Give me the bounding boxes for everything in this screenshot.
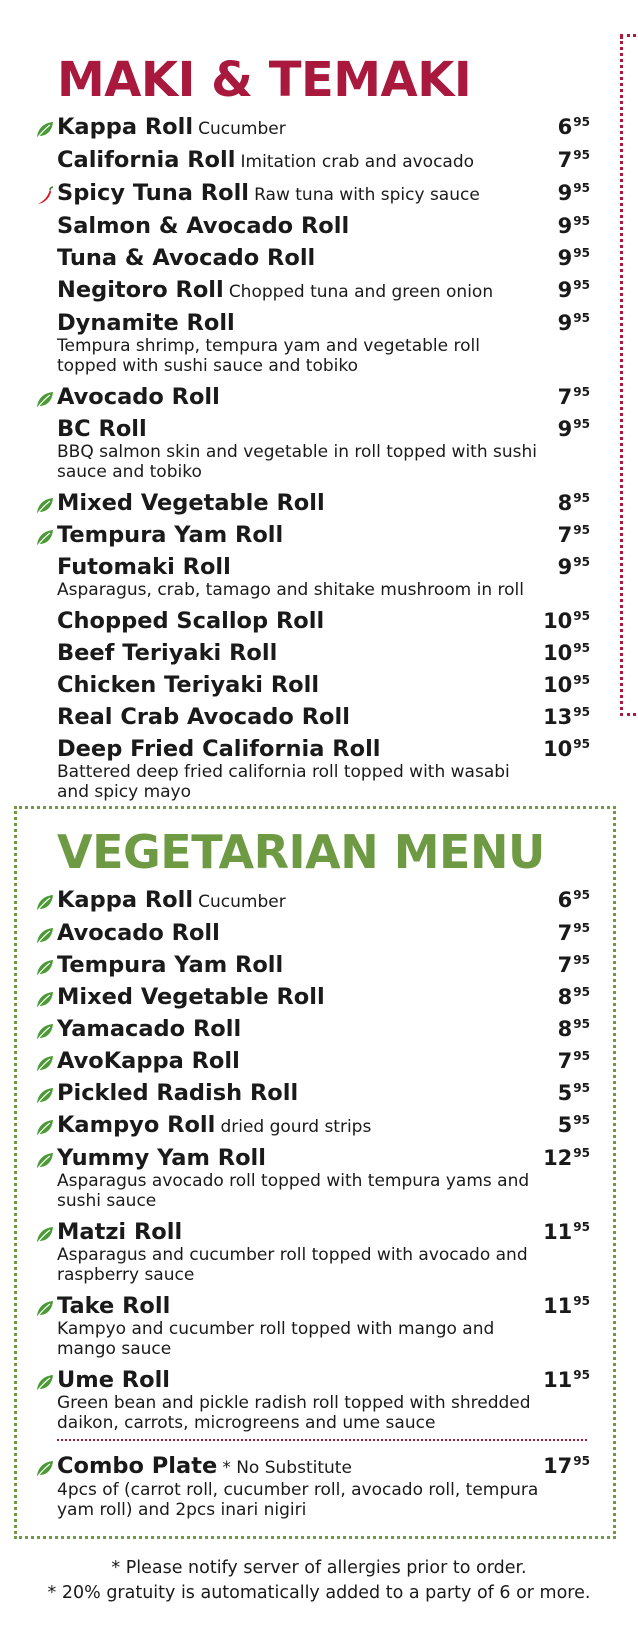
item-price: [558, 523, 590, 547]
item-price: [558, 214, 590, 238]
item-price: [543, 641, 590, 665]
price-cents: 95: [573, 737, 590, 751]
item-name: Dynamite Roll: [57, 310, 235, 336]
price-cents: 95: [573, 311, 590, 325]
maki-border-right: [620, 36, 623, 716]
item-price: [558, 953, 590, 977]
price-dollars: 10: [543, 609, 573, 633]
item-description: Asparagus and cucumber roll topped with avocado and raspberry sauce: [57, 1245, 528, 1285]
menu-item: [30, 1217, 590, 1285]
price-cents: 95: [573, 921, 590, 935]
menu-item: [30, 1078, 590, 1110]
item-price: [543, 737, 590, 761]
menu-item: [30, 552, 590, 600]
item-name: Avocado Roll: [57, 384, 220, 410]
item-name: Deep Fried California Roll: [57, 736, 381, 762]
item-name: Tempura Yam Roll: [57, 522, 284, 548]
item-price: [558, 181, 590, 205]
item-description: Asparagus avocado roll topped with tempura yams and sushi sauce: [57, 1171, 530, 1211]
allergy-note: * Please notify server of allergies prior to order.: [111, 1558, 527, 1578]
price-cents: 95: [573, 491, 590, 505]
menu-item: [30, 638, 590, 670]
menu-item: [30, 112, 590, 145]
item-name-line: [57, 1046, 540, 1078]
item-name: Ume Roll: [57, 1367, 171, 1393]
leaf-icon: [35, 990, 55, 1010]
menu-item: [30, 1291, 590, 1359]
menu-item: [30, 702, 590, 734]
menu-item: [30, 606, 590, 638]
item-description: BBQ salmon skin and vegetable in roll topped with sushi sauce and tobiko: [57, 442, 537, 482]
item-name-line: [57, 982, 540, 1014]
item-name: Salmon & Avocado Roll: [57, 213, 350, 239]
price-dollars: 9: [557, 278, 573, 302]
item-name-line: [57, 275, 540, 308]
price-cents: 95: [573, 181, 590, 195]
price-dollars: 11: [543, 1368, 573, 1392]
item-price: [558, 1049, 590, 1073]
price-cents: 95: [573, 1081, 590, 1095]
item-name: Yamacado Roll: [57, 1016, 242, 1042]
item-name: Avocado Roll: [57, 920, 220, 946]
item-name: AvoKappa Roll: [57, 1048, 240, 1074]
price-dollars: 7: [557, 953, 573, 977]
price-dollars: 5: [557, 1113, 573, 1137]
item-name-line: [57, 243, 540, 275]
item-price: [558, 491, 590, 515]
menu-item: [30, 488, 590, 520]
leaf-icon: [35, 893, 55, 913]
item-name: Spicy Tuna Roll: [57, 180, 249, 206]
leaf-icon: [35, 1373, 55, 1393]
item-name-line: [57, 145, 540, 178]
item-name-line: [57, 885, 540, 918]
item-name: Tempura Yam Roll: [57, 952, 284, 978]
price-cents: 95: [573, 523, 590, 537]
menu-item: [30, 950, 590, 982]
item-price: [543, 705, 590, 729]
item-name: Chopped Scallop Roll: [57, 608, 325, 634]
item-price: [558, 1081, 590, 1105]
leaf-icon: [35, 1054, 55, 1074]
price-dollars: 7: [557, 921, 573, 945]
item-subtitle: dried gourd strips: [220, 1117, 372, 1137]
item-name-line: [57, 638, 540, 670]
price-cents: 95: [573, 609, 590, 623]
item-subtitle: Cucumber: [198, 119, 286, 139]
item-name-line: [57, 382, 540, 414]
item-price: [558, 148, 590, 172]
item-price: [543, 673, 590, 697]
price-dollars: 9: [557, 555, 573, 579]
price-dollars: 11: [543, 1294, 573, 1318]
item-subtitle: Cucumber: [198, 892, 286, 912]
leaf-icon: [35, 528, 55, 548]
leaf-icon: [35, 1225, 55, 1245]
price-cents: 95: [573, 1017, 590, 1031]
price-dollars: 9: [557, 311, 573, 335]
item-name: Chicken Teriyaki Roll: [57, 672, 320, 698]
item-name: Negitoro Roll: [57, 277, 224, 303]
price-cents: 95: [573, 641, 590, 655]
menu-item: [30, 178, 590, 211]
item-name: Matzi Roll: [57, 1219, 183, 1245]
item-price: [558, 385, 590, 409]
price-cents: 95: [573, 1220, 590, 1234]
item-price: [558, 555, 590, 579]
item-price: [543, 1294, 590, 1318]
combo-divider: [57, 1439, 587, 1441]
footer-notes: [0, 1556, 638, 1606]
leaf-icon: [35, 496, 55, 516]
price-dollars: 7: [557, 148, 573, 172]
item-name-line: [57, 670, 540, 702]
price-dollars: 7: [557, 385, 573, 409]
menu-item: [30, 1014, 590, 1046]
menu-item: [30, 1143, 590, 1211]
item-description: 4pcs of (carrot roll, cucumber roll, avocado roll, tempura yam roll) and 2pcs inari nigiri: [57, 1480, 539, 1520]
item-name-line: [57, 950, 540, 982]
leaf-icon: [35, 1118, 55, 1138]
chili-pepper-icon: [35, 186, 55, 206]
item-name: California Roll: [57, 147, 236, 173]
price-dollars: 7: [557, 1049, 573, 1073]
item-name-line: [57, 702, 540, 734]
menu-item: [30, 1046, 590, 1078]
menu-item: [30, 211, 590, 243]
price-cents: 95: [573, 953, 590, 967]
price-cents: 95: [573, 1368, 590, 1382]
item-price: [543, 609, 590, 633]
item-price: [558, 921, 590, 945]
price-dollars: 8: [557, 491, 573, 515]
price-cents: 95: [573, 148, 590, 162]
leaf-icon: [35, 1299, 55, 1319]
item-price: [558, 246, 590, 270]
leaf-icon: [35, 120, 55, 140]
item-name-line: [57, 178, 540, 211]
price-dollars: 10: [543, 673, 573, 697]
item-name: Kappa Roll: [57, 114, 194, 140]
maki-section-title: MAKI & TEMAKI: [57, 52, 472, 108]
item-name: BC Roll: [57, 416, 147, 442]
item-description: Green bean and pickle radish roll topped with shredded daikon, carrots, microgreens and ume sauce: [57, 1393, 531, 1433]
vegetarian-menu-list: [30, 885, 590, 1526]
leaf-icon: [35, 926, 55, 946]
item-name-line: [57, 488, 540, 520]
price-dollars: 17: [543, 1454, 573, 1478]
menu-item: [30, 1110, 590, 1143]
price-dollars: 10: [543, 641, 573, 665]
item-name: Combo Plate: [57, 1453, 218, 1479]
menu-item: [30, 885, 590, 918]
price-dollars: 9: [557, 181, 573, 205]
item-price: [558, 311, 590, 335]
menu-item: [30, 275, 590, 308]
price-cents: 95: [573, 1049, 590, 1063]
item-price: [558, 417, 590, 441]
menu-item: [30, 382, 590, 414]
price-cents: 95: [573, 1113, 590, 1127]
item-name: Futomaki Roll: [57, 554, 231, 580]
item-name-line: [57, 112, 540, 145]
price-cents: 95: [573, 555, 590, 569]
item-description: Asparagus, crab, tamago and shitake mushroom in roll: [57, 580, 524, 600]
item-name: Mixed Vegetable Roll: [57, 490, 325, 516]
price-dollars: 9: [557, 246, 573, 270]
item-price: [558, 1017, 590, 1041]
item-description: Tempura shrimp, tempura yam and vegetable roll topped with sushi sauce and tobiko: [57, 336, 480, 376]
price-cents: 95: [573, 246, 590, 260]
item-name: Mixed Vegetable Roll: [57, 984, 325, 1010]
leaf-icon: [35, 1086, 55, 1106]
price-dollars: 5: [557, 1081, 573, 1105]
price-dollars: 10: [543, 737, 573, 761]
item-price: [543, 1454, 590, 1478]
item-name-line: [57, 1014, 540, 1046]
price-cents: 95: [573, 278, 590, 292]
menu-item: [30, 145, 590, 178]
leaf-icon: [35, 1151, 55, 1171]
menu-item: [30, 308, 590, 376]
item-name: Tuna & Avocado Roll: [57, 245, 316, 271]
price-cents: 95: [573, 1294, 590, 1308]
item-price: [558, 888, 590, 912]
item-subtitle: * No Substitute: [222, 1458, 352, 1478]
price-cents: 95: [573, 1454, 590, 1468]
item-price: [558, 985, 590, 1009]
item-subtitle: Chopped tuna and green onion: [228, 282, 494, 302]
item-description: Battered deep fried california roll topped with wasabi and spicy mayo: [57, 762, 510, 802]
price-dollars: 6: [557, 888, 573, 912]
item-name: Real Crab Avocado Roll: [57, 704, 350, 730]
price-dollars: 8: [557, 1017, 573, 1041]
price-dollars: 12: [543, 1146, 573, 1170]
item-name: Kappa Roll: [57, 887, 194, 913]
item-name: Take Roll: [57, 1293, 171, 1319]
price-dollars: 6: [557, 115, 573, 139]
price-dollars: 9: [557, 417, 573, 441]
maki-border-bottom-tick: [620, 713, 636, 716]
leaf-icon: [35, 1459, 55, 1479]
menu-item: [30, 243, 590, 275]
menu-item: [30, 918, 590, 950]
item-name: Pickled Radish Roll: [57, 1080, 299, 1106]
leaf-icon: [35, 390, 55, 410]
item-price: [558, 1113, 590, 1137]
item-subtitle: Raw tuna with spicy sauce: [254, 185, 480, 205]
menu-item: [30, 520, 590, 552]
price-dollars: 8: [557, 985, 573, 1009]
price-dollars: 11: [543, 1220, 573, 1244]
price-cents: 95: [573, 385, 590, 399]
item-name-line: [57, 211, 540, 243]
price-dollars: 7: [557, 523, 573, 547]
price-cents: 95: [573, 1146, 590, 1160]
menu-item: [30, 1451, 590, 1520]
item-description: Kampyo and cucumber roll topped with mango and mango sauce: [57, 1319, 495, 1359]
item-name: Yummy Yam Roll: [57, 1145, 266, 1171]
item-name-line: [57, 1078, 540, 1110]
item-name: Beef Teriyaki Roll: [57, 640, 278, 666]
item-price: [543, 1368, 590, 1392]
menu-item: [30, 734, 590, 802]
price-dollars: 9: [557, 214, 573, 238]
price-cents: 95: [573, 705, 590, 719]
price-cents: 95: [573, 673, 590, 687]
menu-item: [30, 982, 590, 1014]
gratuity-note: * 20% gratuity is automatically added to a party of 6 or more.: [47, 1583, 591, 1603]
vegetarian-section-title: VEGETARIAN MENU: [57, 825, 545, 879]
price-dollars: 13: [543, 705, 573, 729]
price-cents: 95: [573, 115, 590, 129]
item-name-line: [57, 918, 540, 950]
price-cents: 95: [573, 214, 590, 228]
item-name-line: [57, 520, 540, 552]
item-price: [543, 1220, 590, 1244]
item-name-line: [57, 1110, 540, 1143]
item-price: [558, 278, 590, 302]
leaf-icon: [35, 1022, 55, 1042]
price-cents: 95: [573, 417, 590, 431]
menu-item: [30, 1365, 590, 1433]
item-price: [543, 1146, 590, 1170]
price-cents: 95: [573, 985, 590, 999]
menu-item: [30, 414, 590, 482]
menu-item: [30, 670, 590, 702]
price-cents: 95: [573, 888, 590, 902]
item-name-line: [57, 606, 540, 638]
item-subtitle: Imitation crab and avocado: [240, 152, 475, 172]
leaf-icon: [35, 958, 55, 978]
item-name: Kampyo Roll: [57, 1112, 216, 1138]
maki-menu-list: [30, 112, 590, 808]
item-price: [558, 115, 590, 139]
